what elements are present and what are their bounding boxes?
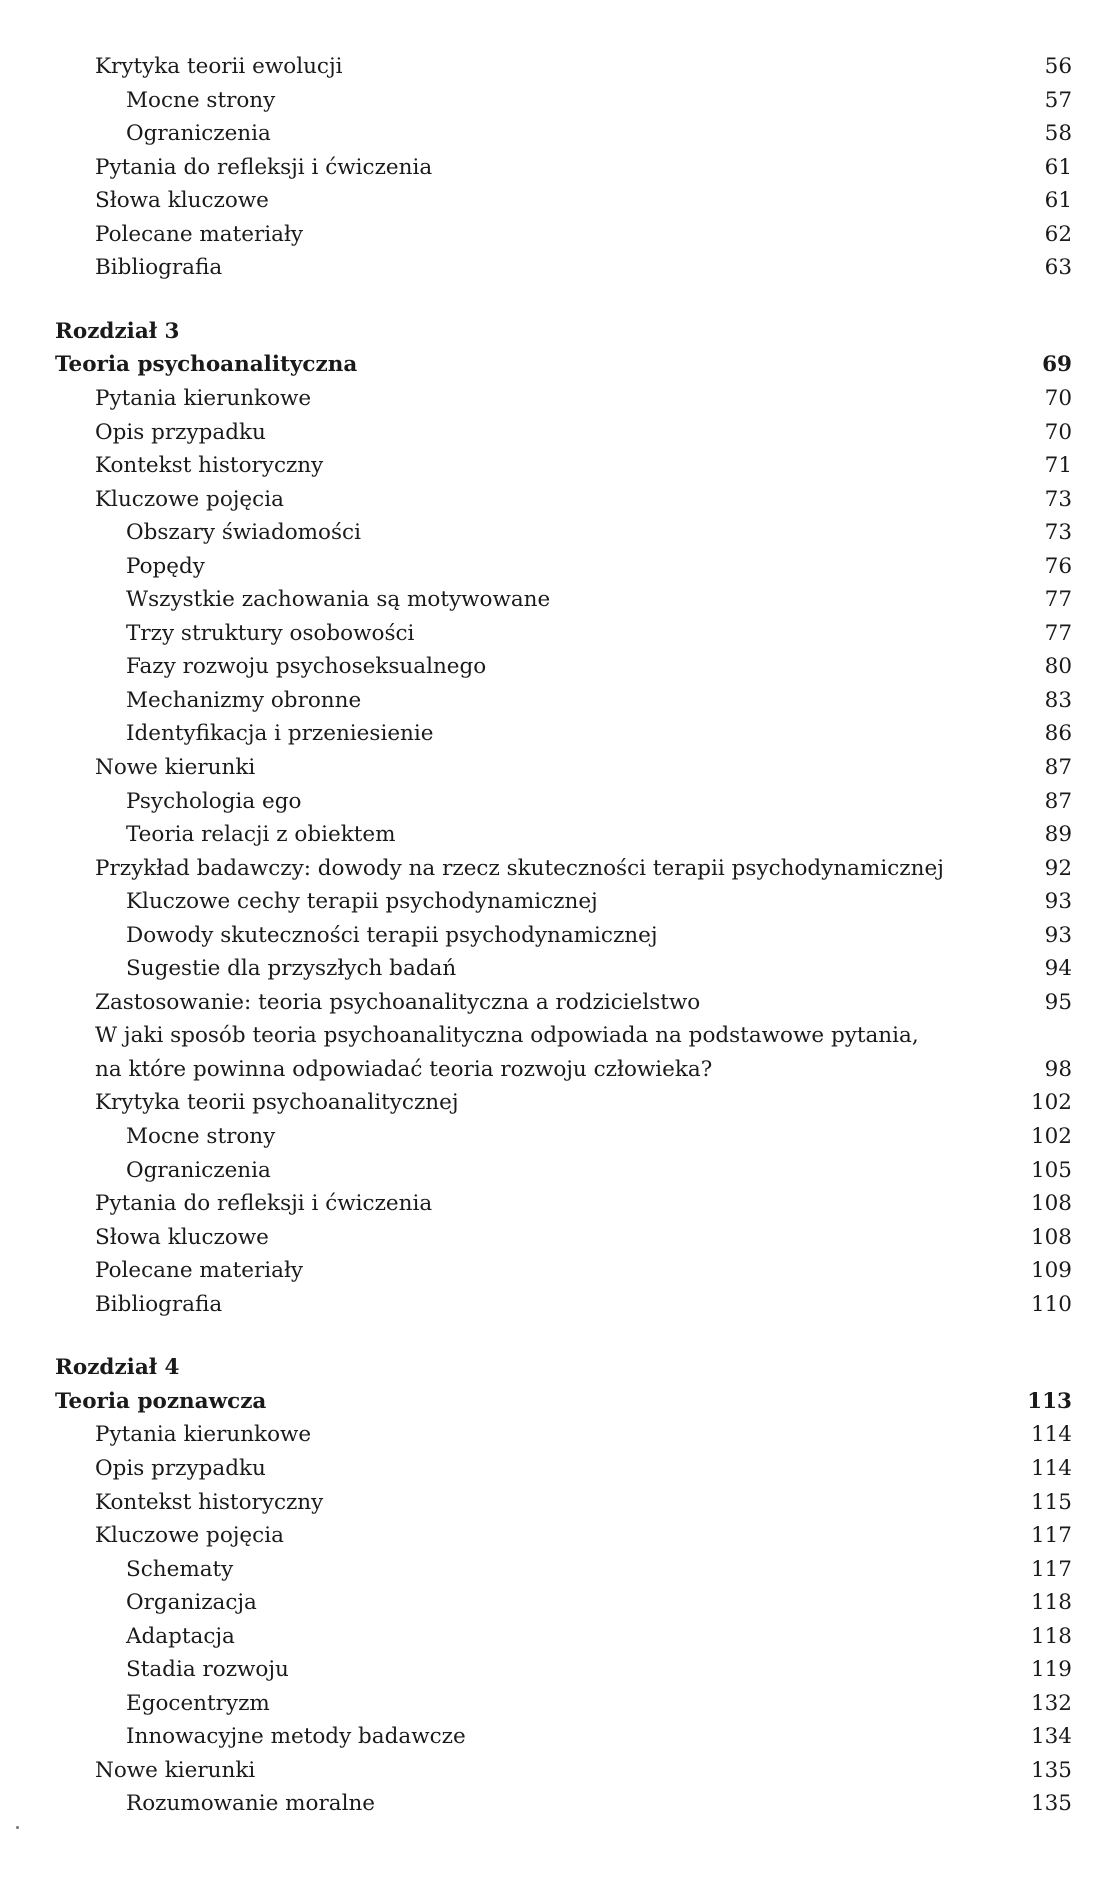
scan-speck xyxy=(16,1826,19,1829)
entry-title: Schematy xyxy=(126,1557,234,1582)
page-number: 134 xyxy=(1030,1724,1072,1749)
toc-entry xyxy=(0,986,1118,1020)
page-number: 105 xyxy=(1030,1158,1072,1183)
entry-title: Teoria poznawcza xyxy=(55,1389,267,1414)
entry-title: W jaki sposób teoria psychoanalityczna odpowiada na podstawowe pytania, xyxy=(95,1023,919,1048)
toc-entry xyxy=(0,382,1118,416)
page-number: 102 xyxy=(1030,1090,1072,1115)
toc-entry xyxy=(0,852,1118,886)
toc-entry xyxy=(0,1120,1118,1154)
toc-entry xyxy=(0,1418,1118,1452)
page-number: 80 xyxy=(1044,654,1072,679)
entry-title: Organizacja xyxy=(126,1590,257,1615)
entry-title: Nowe kierunki xyxy=(95,755,256,780)
toc-entry xyxy=(0,1019,1118,1053)
toc-entry xyxy=(0,1720,1118,1754)
toc-entry xyxy=(0,117,1118,151)
entry-title: Polecane materiały xyxy=(95,1258,304,1283)
page-number: 95 xyxy=(1044,990,1072,1015)
entry-title: Identyfikacja i przeniesienie xyxy=(126,721,434,746)
entry-title: Nowe kierunki xyxy=(95,1758,256,1783)
page-number: 92 xyxy=(1044,856,1072,881)
chapter-label xyxy=(0,1351,1118,1385)
entry-title: Teoria psychoanalityczna xyxy=(55,352,358,377)
entry-title: Popędy xyxy=(126,554,205,579)
entry-title: Pytania kierunkowe xyxy=(95,1422,312,1447)
page-number: 118 xyxy=(1030,1590,1072,1615)
entry-title: Psychologia ego xyxy=(126,789,302,814)
toc-entry xyxy=(0,1653,1118,1687)
page-number: 73 xyxy=(1044,520,1072,545)
page-number: 63 xyxy=(1044,255,1072,280)
page-number: 56 xyxy=(1044,54,1072,79)
entry-title: Polecane materiały xyxy=(95,222,304,247)
toc-entry xyxy=(0,818,1118,852)
page-number: 108 xyxy=(1030,1191,1072,1216)
toc-entry xyxy=(0,684,1118,718)
page-number: 102 xyxy=(1030,1124,1072,1149)
toc-entry xyxy=(0,583,1118,617)
entry-title: Fazy rozwoju psychoseksualnego xyxy=(126,654,487,679)
page-number: 70 xyxy=(1044,386,1072,411)
chapter-label xyxy=(0,315,1118,349)
toc-entry xyxy=(0,885,1118,919)
toc-entry xyxy=(0,751,1118,785)
page-number: 132 xyxy=(1030,1691,1072,1716)
entry-title: Obszary świadomości xyxy=(126,520,361,545)
entry-title: Kluczowe pojęcia xyxy=(95,487,284,512)
page-number: 57 xyxy=(1044,88,1072,113)
toc-entry xyxy=(0,1754,1118,1788)
page-number: 119 xyxy=(1030,1657,1072,1682)
page-number: 83 xyxy=(1044,688,1072,713)
page-number: 86 xyxy=(1044,721,1072,746)
toc-entry xyxy=(0,483,1118,517)
page-number: 135 xyxy=(1030,1758,1072,1783)
entry-title: Ograniczenia xyxy=(126,1158,271,1183)
entry-title: Adaptacja xyxy=(126,1624,235,1649)
page-number: 93 xyxy=(1044,923,1072,948)
entry-title: Rozdział 4 xyxy=(55,1355,180,1380)
entry-title: Opis przypadku xyxy=(95,420,266,445)
entry-title: Mocne strony xyxy=(126,88,276,113)
toc-entry xyxy=(0,1519,1118,1553)
toc-entry xyxy=(0,1452,1118,1486)
entry-title: Bibliografia xyxy=(95,1292,223,1317)
toc-entry xyxy=(0,84,1118,118)
page-number: 114 xyxy=(1030,1422,1072,1447)
page-number: 73 xyxy=(1044,487,1072,512)
page-number: 110 xyxy=(1030,1292,1072,1317)
entry-title: Pytania do refleksji i ćwiczenia xyxy=(95,155,433,180)
entry-title: Dowody skuteczności terapii psychodynamicznej xyxy=(126,923,658,948)
entry-title: Mocne strony xyxy=(126,1124,276,1149)
toc-entry xyxy=(0,50,1118,84)
toc-entry xyxy=(0,1154,1118,1188)
chapter-title xyxy=(0,1385,1118,1419)
page-number: 114 xyxy=(1030,1456,1072,1481)
page-number: 62 xyxy=(1044,222,1072,247)
entry-title: Stadia rozwoju xyxy=(126,1657,289,1682)
entry-title: Wszystkie zachowania są motywowane xyxy=(126,587,551,612)
page-number: 94 xyxy=(1044,956,1072,981)
toc-entry xyxy=(0,1787,1118,1821)
page-number: 98 xyxy=(1044,1057,1072,1082)
page-number: 113 xyxy=(1027,1389,1072,1414)
page-number: 61 xyxy=(1044,155,1072,180)
entry-title: Pytania kierunkowe xyxy=(95,386,312,411)
toc-entry xyxy=(0,1086,1118,1120)
toc-entry xyxy=(0,1053,1118,1087)
entry-title: Zastosowanie: teoria psychoanalityczna a rodzicielstwo xyxy=(95,990,701,1015)
page-number: 117 xyxy=(1030,1523,1072,1548)
entry-title: Rozumowanie moralne xyxy=(126,1791,376,1816)
toc-entry xyxy=(0,785,1118,819)
page-number: 135 xyxy=(1030,1791,1072,1816)
toc-entry xyxy=(0,449,1118,483)
toc-entry xyxy=(0,1187,1118,1221)
toc-entry xyxy=(0,1221,1118,1255)
entry-title: Słowa kluczowe xyxy=(95,188,269,213)
page-number: 77 xyxy=(1044,621,1072,646)
entry-title: Słowa kluczowe xyxy=(95,1225,269,1250)
toc-entry xyxy=(0,151,1118,185)
toc-entry xyxy=(0,251,1118,285)
toc-entry xyxy=(0,550,1118,584)
toc-entry xyxy=(0,717,1118,751)
entry-title: Teoria relacji z obiektem xyxy=(126,822,396,847)
page-number: 108 xyxy=(1030,1225,1072,1250)
toc-entry xyxy=(0,650,1118,684)
page-number: 87 xyxy=(1044,789,1072,814)
entry-title: na które powinna odpowiadać teoria rozwoju człowieka? xyxy=(95,1057,713,1082)
toc-entry xyxy=(0,617,1118,651)
page-number: 71 xyxy=(1044,453,1072,478)
toc-entry xyxy=(0,1687,1118,1721)
entry-title: Kontekst historyczny xyxy=(95,453,324,478)
page-number: 76 xyxy=(1044,554,1072,579)
entry-title: Ograniczenia xyxy=(126,121,271,146)
toc-entry xyxy=(0,952,1118,986)
entry-title: Rozdział 3 xyxy=(55,319,180,344)
page-number: 117 xyxy=(1030,1557,1072,1582)
chapter-title xyxy=(0,348,1118,382)
page-number: 118 xyxy=(1030,1624,1072,1649)
toc-entry xyxy=(0,1486,1118,1520)
entry-title: Mechanizmy obronne xyxy=(126,688,362,713)
toc-entry xyxy=(0,1586,1118,1620)
page-number: 58 xyxy=(1044,121,1072,146)
toc-entry xyxy=(0,1620,1118,1654)
entry-title: Sugestie dla przyszłych badań xyxy=(126,956,457,981)
entry-title: Kluczowe pojęcia xyxy=(95,1523,284,1548)
page-number: 115 xyxy=(1030,1490,1072,1515)
entry-title: Kontekst historyczny xyxy=(95,1490,324,1515)
entry-title: Pytania do refleksji i ćwiczenia xyxy=(95,1191,433,1216)
toc-entry xyxy=(0,184,1118,218)
page-number: 93 xyxy=(1044,889,1072,914)
entry-title: Opis przypadku xyxy=(95,1456,266,1481)
page-number: 109 xyxy=(1030,1258,1072,1283)
toc-entry xyxy=(0,919,1118,953)
toc-entry xyxy=(0,1553,1118,1587)
toc-entry xyxy=(0,516,1118,550)
page-number: 87 xyxy=(1044,755,1072,780)
entry-title: Krytyka teorii ewolucji xyxy=(95,54,343,79)
toc-entry xyxy=(0,1288,1118,1322)
entry-title: Egocentryzm xyxy=(126,1691,270,1716)
entry-title: Bibliografia xyxy=(95,255,223,280)
entry-title: Trzy struktury osobowości xyxy=(126,621,415,646)
entry-title: Innowacyjne metody badawcze xyxy=(126,1724,466,1749)
entry-title: Przykład badawczy: dowody na rzecz skuteczności terapii psychodynamicznej xyxy=(95,856,944,881)
toc-entry xyxy=(0,218,1118,252)
page-number: 89 xyxy=(1044,822,1072,847)
toc-entry xyxy=(0,416,1118,450)
page-number: 69 xyxy=(1042,352,1072,377)
page-number: 61 xyxy=(1044,188,1072,213)
entry-title: Kluczowe cechy terapii psychodynamicznej xyxy=(126,889,598,914)
toc-entry xyxy=(0,1254,1118,1288)
page-number: 77 xyxy=(1044,587,1072,612)
entry-title: Krytyka teorii psychoanalitycznej xyxy=(95,1090,459,1115)
page-number: 70 xyxy=(1044,420,1072,445)
